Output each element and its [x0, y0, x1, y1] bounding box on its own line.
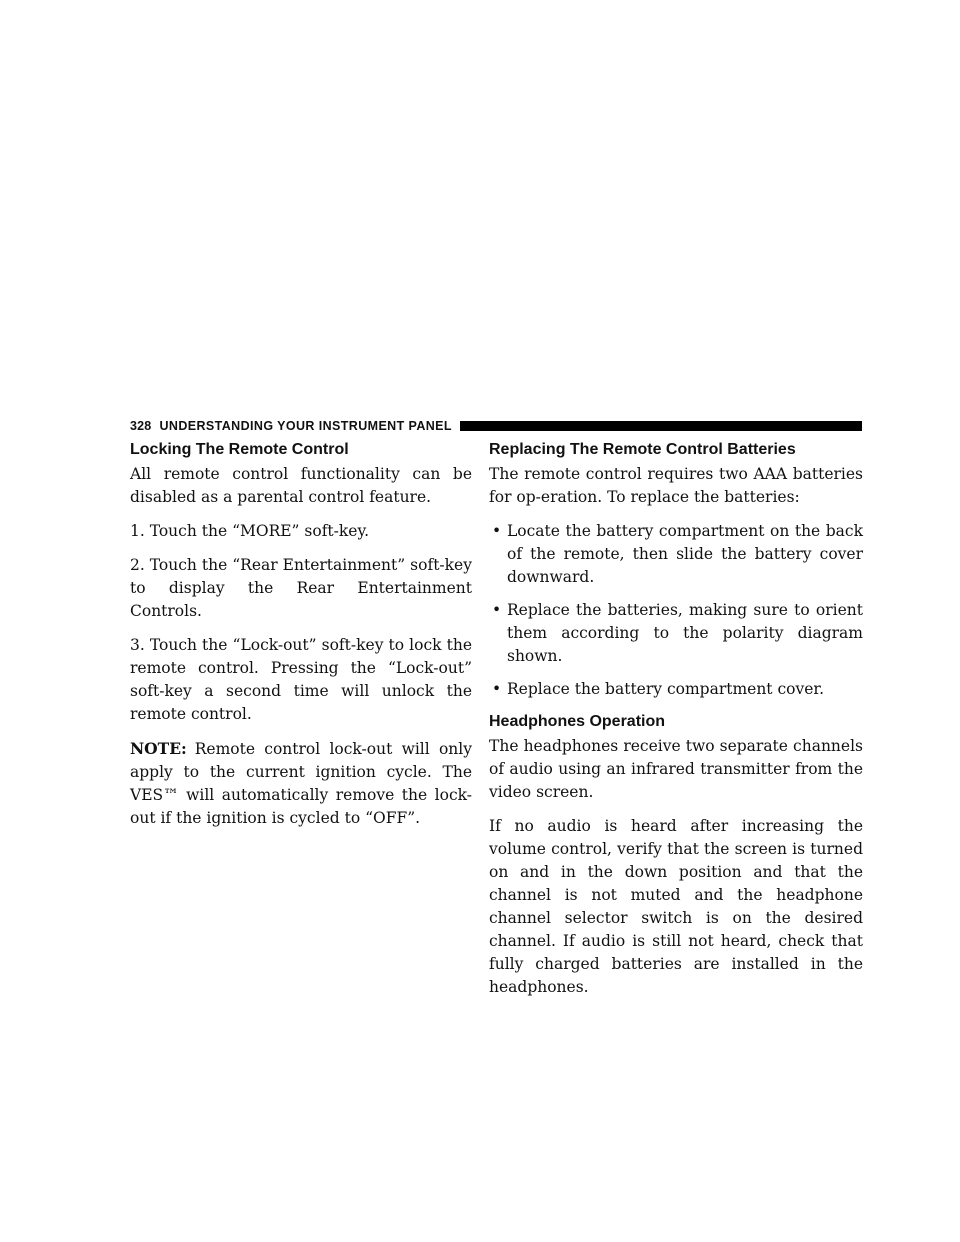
locking-step-3: 3. Touch the “Lock-out” soft-key to lock the remote control. Pressing the “Lock-out” soft-key a second time will unlock the remote control. — [130, 636, 472, 723]
battery-step-text: Replace the battery compartment cover. — [507, 680, 825, 698]
right-column — [489, 440, 863, 1010]
locking-note — [130, 737, 472, 830]
section-heading-batteries: Replacing The Remote Control Batteries — [489, 441, 796, 458]
header-rule — [460, 421, 862, 431]
locking-step-1: 1. Touch the “MORE” soft-key. — [130, 522, 370, 540]
bullet-icon: • — [492, 522, 502, 540]
section-heading-locking: Locking The Remote Control — [130, 441, 349, 458]
headphones-paragraph-2: If no audio is heard after increasing the volume control, verify that the screen is turned on and in the down position and that the channel is not muted and the headphone channel selector switch is on the desired channel. If audio is still not heard, check that fully charged batteries are installed in the headphones. — [489, 817, 863, 996]
section-heading-headphones: Headphones Operation — [489, 713, 666, 730]
page-header — [130, 420, 862, 432]
battery-steps-list — [489, 520, 863, 701]
headphones-paragraph-1: The headphones receive two separate channels of audio using an infrared transmitter from the video screen. — [489, 737, 863, 801]
list-item — [489, 599, 863, 668]
running-title: UNDERSTANDING YOUR INSTRUMENT PANEL — [159, 419, 452, 433]
left-column — [130, 440, 472, 841]
locking-intro: All remote control functionality can be disabled as a parental control feature. — [130, 465, 472, 506]
battery-step-text: Locate the battery compartment on the back of the remote, then slide the battery cover downward. — [507, 522, 863, 586]
note-label: NOTE: — [130, 739, 187, 758]
batteries-intro: The remote control requires two AAA batteries for op-eration. To replace the batteries: — [489, 465, 863, 506]
bullet-icon: • — [492, 680, 502, 698]
page-number: 328 — [130, 419, 152, 433]
battery-step-text: Replace the batteries, making sure to orient them according to the polarity diagram shown. — [507, 601, 863, 665]
locking-step-2: 2. Touch the “Rear Entertainment” soft-key to display the Rear Entertainment Controls. — [130, 556, 472, 620]
note-text: Remote control lock-out will only apply to the current ignition cycle. The VES™ will automatically remove the lock-out if the ignition is cycled to “OFF”. — [130, 740, 472, 827]
bullet-icon: • — [492, 601, 502, 619]
list-item — [489, 678, 863, 701]
list-item — [489, 520, 863, 589]
